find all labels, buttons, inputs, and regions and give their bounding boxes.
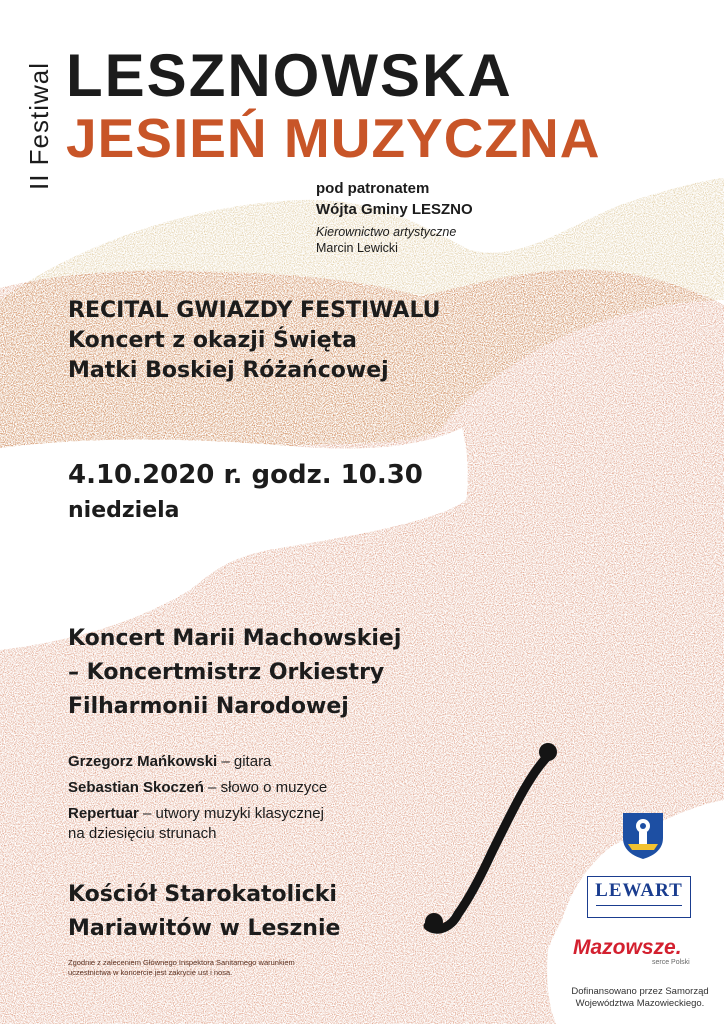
artistic-label: Kierownictwo artystyczne	[316, 225, 457, 239]
venue-line-1: Kościół Starokatolicki	[68, 882, 337, 907]
recital-line-1: RECITAL GWIAZDY FESTIWALU	[68, 298, 441, 323]
artistic-name: Marcin Lewicki	[316, 241, 398, 255]
performer-item: Sebastian Skoczeń – słowo o muzyce	[68, 779, 328, 796]
event-day: niedziela	[68, 498, 180, 523]
concert-line-2: – Koncertmistrz Orkiestry	[68, 660, 385, 685]
funding-note: Dofinansowano przez Samorząd Województwa Mazowieckiego.	[571, 986, 709, 1009]
patronage-line-2: Wójta Gminy LESZNO	[316, 201, 473, 218]
event-date: 4.10.2020 r. godz. 10.30	[68, 460, 423, 490]
performer-item: Repertuar – utwory muzyki klasycznej na dziesięciu strunach	[68, 805, 324, 842]
recital-heading	[68, 296, 441, 386]
f-hole-bottom-dot	[425, 913, 443, 931]
patronage-line-1: pod patronatem	[316, 180, 430, 197]
artistic-direction	[316, 224, 456, 256]
mazowsze-tagline: serce Polski	[652, 959, 690, 966]
performer-item: Grzegorz Mańkowski – gitara	[68, 753, 272, 770]
venue-line-2: Mariawitów w Lesznie	[68, 916, 341, 941]
performers-list	[68, 752, 327, 850]
f-hole-top-dot	[539, 743, 557, 761]
mazowsze-logo: Mazowsze.	[573, 936, 682, 959]
concert-line-3: Filharmonii Narodowej	[68, 694, 349, 719]
recital-line-3: Matki Boskiej Różańcowej	[68, 358, 389, 383]
sanitary-note: Zgodnie z zaleceniem Głównego Inspektora Sanitarnego warunkiem uczestnictwa w koncercie jest zakrycie ust i nosa.	[68, 958, 295, 977]
festival-label: II Festiwal	[24, 61, 54, 190]
venue	[68, 878, 340, 946]
recital-line-2: Koncert z okazji Święta	[68, 328, 358, 353]
concert-heading	[68, 622, 401, 724]
lewart-logo: LEWART	[587, 876, 691, 918]
leszno-crest-icon	[620, 810, 666, 860]
concert-line-1: Koncert Marii Machowskiej	[68, 626, 402, 651]
title-line-1: LESZNOWSKA	[66, 42, 513, 109]
patronage	[316, 178, 473, 220]
title-line-2: JESIEŃ MUZYCZNA	[66, 107, 601, 169]
